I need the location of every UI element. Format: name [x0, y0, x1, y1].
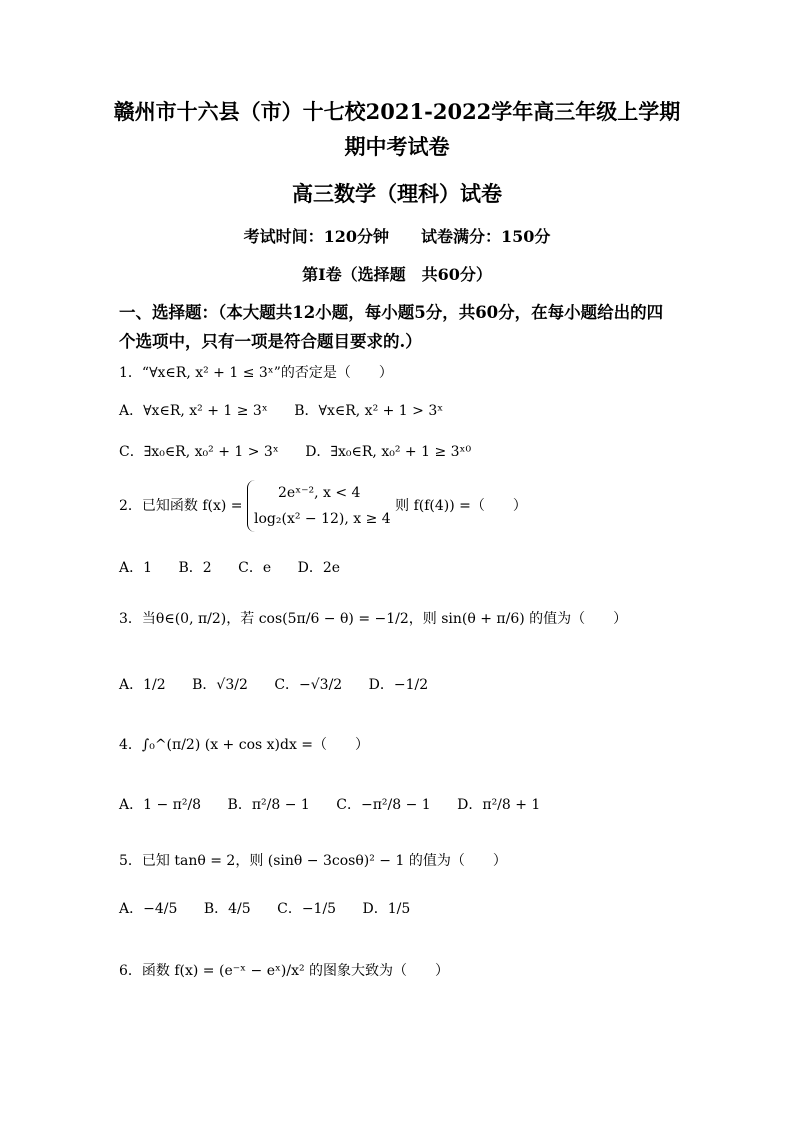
question-2-option-c: C．e [238, 560, 272, 576]
exam-info: 考试时间：120分钟 试卷满分：150分 [243, 227, 551, 246]
question-4-stem: 4．∫₀^(π/2) (x + cos x)dx =（ ） [119, 737, 370, 753]
question-6-stem: 6．函数 f(x) = (e⁻ˣ − eˣ)/x² 的图象大致为（ ） [119, 963, 450, 979]
part-heading: 第Ⅰ卷（选择题 共60分） [302, 265, 492, 284]
question-1-stem: 1．“∀x∈R, x² + 1 ≤ 3ˣ”的否定是（ ） [119, 365, 393, 381]
question-1-options-row1 [119, 400, 465, 420]
piecewise-case-1: 2eˣ⁻², x < 4 [278, 485, 361, 501]
question-5-option-d: D．1/5 [362, 901, 411, 917]
question-2-stem [119, 480, 527, 532]
question-4-option-c: C．−π²/8 − 1 [336, 797, 431, 813]
question-3-option-d: D．−1/2 [368, 677, 429, 693]
question-3-option-c: C．−√3/2 [274, 677, 343, 693]
question-5-options [119, 898, 432, 918]
question-4-options [119, 794, 562, 814]
exam-title-line1: 赣州市十六县（市）十七校2021-2022学年高三年级上学期 [113, 99, 681, 124]
question-5-option-b: B．4/5 [203, 901, 251, 917]
question-2-option-d: D．2e [297, 560, 341, 576]
question-4-option-d: D．π²/8 + 1 [457, 797, 541, 813]
piecewise-brace [247, 480, 391, 532]
question-3-option-b: B．√3/2 [192, 677, 248, 693]
question-3-stem: 3．当θ∈(0, π/2)，若 cos(5π/6 − θ) = −1/2，则 sin(θ + π/6) 的值为（ ） [119, 611, 628, 627]
question-1-options-row2 [119, 441, 493, 461]
section-heading: 一、选择题：（本大题共12小题，每小题5分，共60分，在每小题给出的四个选项中，只有一项是符合题目要求的.） [119, 303, 664, 351]
question-3-option-a: A．1/2 [119, 677, 166, 693]
question-2-suffix: 则 f(f(4)) =（ ） [395, 498, 527, 514]
question-2-prefix: 2．已知函数 f(x) = [119, 498, 243, 514]
question-1-option-c: C．∃x₀∈R, x₀² + 1 > 3ˣ [119, 444, 279, 460]
question-5-stem: 5．已知 tanθ = 2，则 (sinθ − 3cosθ)² − 1 的值为（ ） [119, 853, 507, 869]
question-2-option-a: A．1 [119, 560, 153, 576]
question-3-options [119, 674, 450, 694]
question-4-option-a: A．1 − π²/8 [119, 797, 202, 813]
question-5-option-a: A．−4/5 [119, 901, 178, 917]
question-5-option-c: C．−1/5 [277, 901, 337, 917]
question-2-options [119, 557, 362, 577]
question-1-option-a: A．∀x∈R, x² + 1 ≥ 3ˣ [119, 403, 268, 419]
question-1-option-b: B．∀x∈R, x² + 1 > 3ˣ [294, 403, 444, 419]
piecewise-case-2: log₂(x² − 12), x ≥ 4 [254, 511, 391, 527]
exam-title-line2: 期中考试卷 [344, 134, 450, 159]
question-1-option-d: D．∃x₀∈R, x₀² + 1 ≥ 3ˣ⁰ [305, 444, 472, 460]
exam-subtitle: 高三数学（理科）试卷 [292, 181, 502, 206]
question-2-option-b: B．2 [178, 560, 212, 576]
question-4-option-b: B．π²/8 − 1 [227, 797, 310, 813]
